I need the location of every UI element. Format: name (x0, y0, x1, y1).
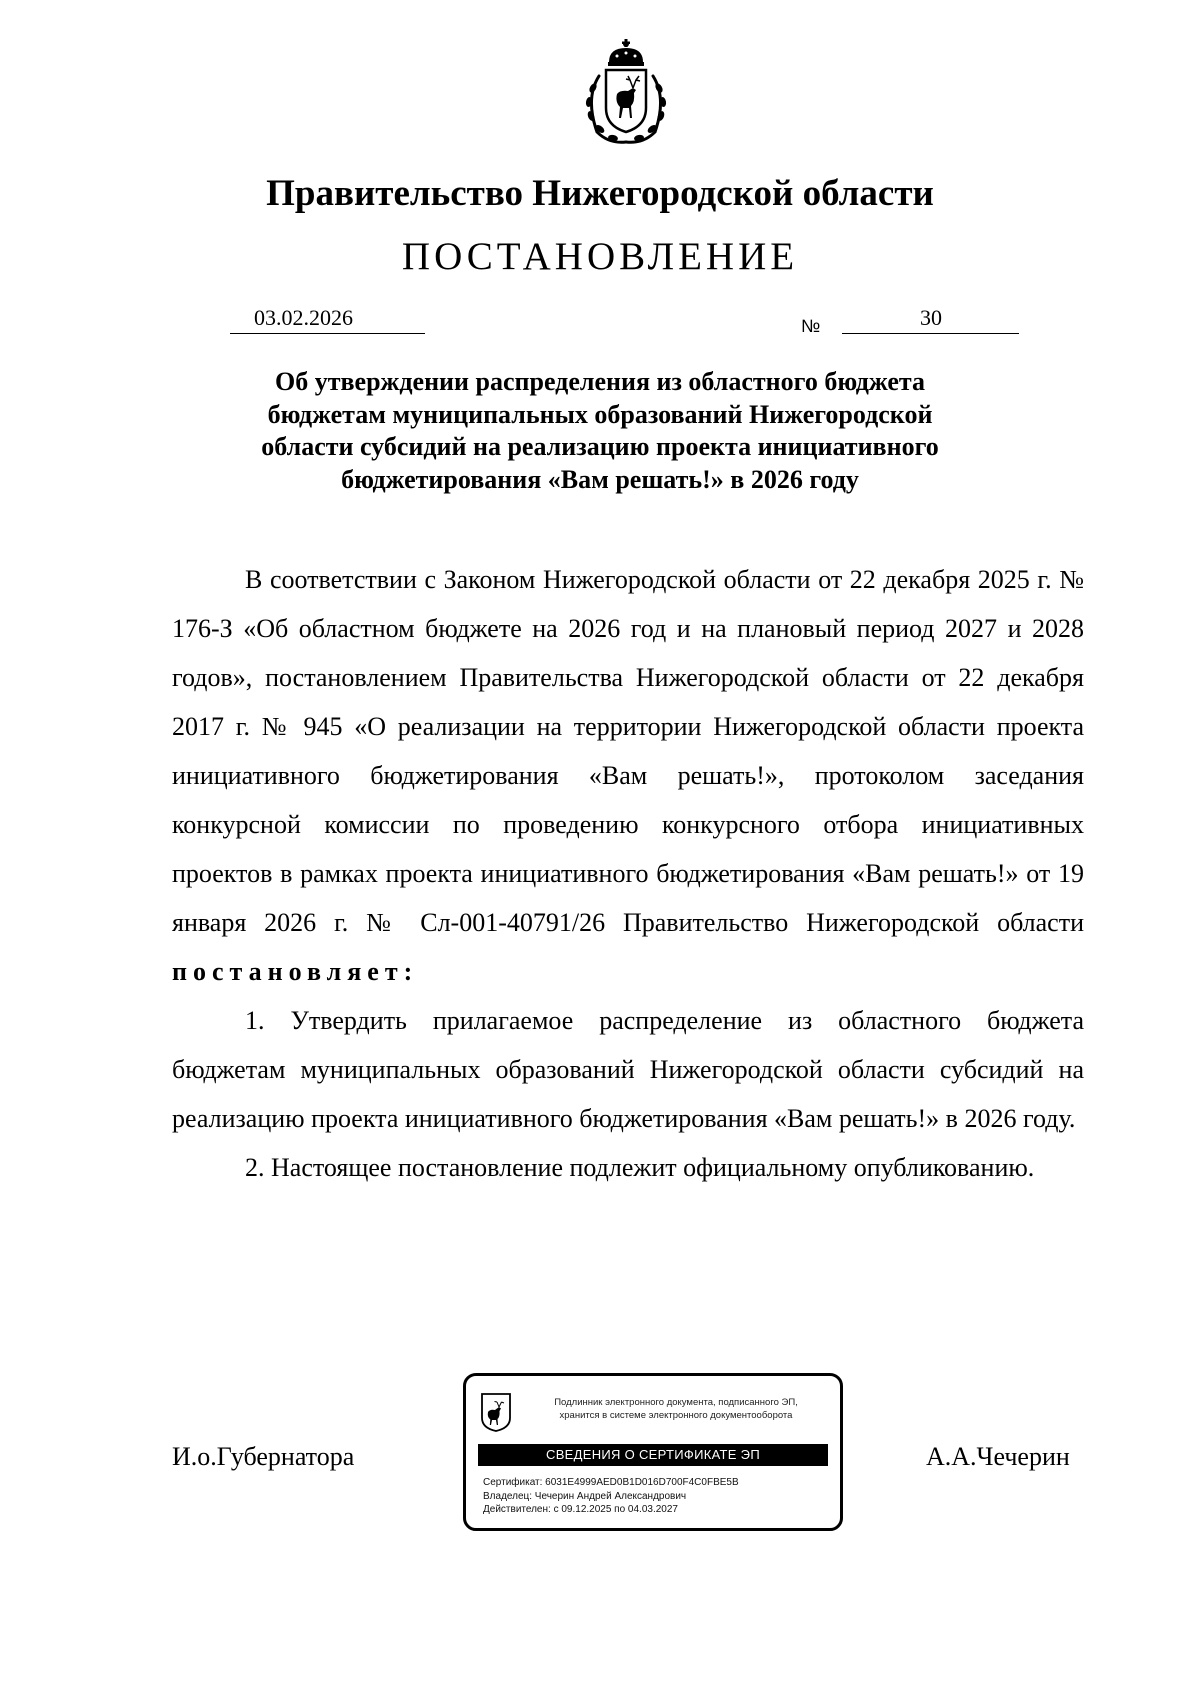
certificate-validity: Действителен: с 09.12.2025 по 04.03.2027 (483, 1504, 678, 1515)
certificate-details (483, 1476, 739, 1517)
document-subject (200, 366, 1000, 496)
coat-of-arms-icon (573, 36, 679, 148)
electronic-signature-stamp (463, 1373, 843, 1531)
document-body (172, 555, 1084, 1192)
signer-position: И.о.Губернатора (172, 1442, 355, 1471)
preamble-text: В соответствии с Законом Нижегородской области от 22 декабря 2025 г. № 176-З «Об областном бюджете на 2026 год и на плановый период 2027 и 2028 годов», постановлением Правительства Нижегородской области от 22 декабря 2017 г. № 945 «О реализации на территории Нижегородской области проекта инициативного бюджетирования «Вам решать!», протоколом заседания конкурсной комиссии по проведению конкурсного отбора инициативных проектов в рамках проекта инициативного бюджетирования «Вам решать!» от 19 января 2026 г. № Сл-001-40791/26 Правительство Нижегородской области (172, 565, 1084, 937)
subject-line: бюджетам муниципальных образований Нижегородской (267, 399, 933, 429)
organization-title: Правительство Нижегородской области (266, 173, 934, 214)
date-underline (230, 333, 425, 334)
preamble-paragraph (172, 555, 1084, 996)
document-date: 03.02.2026 (254, 305, 353, 330)
number-sign: № (801, 316, 821, 336)
certificate-serial: Сертификат: 6031E4999AED0B1D016D700F4C0FBE5B (483, 1477, 739, 1488)
subject-line: области субсидий на реализацию проекта инициативного (261, 432, 939, 461)
certificate-owner: Владелец: Чечерин Андрей Александрович (483, 1490, 687, 1502)
document-type: ПОСТАНОВЛЕНИЕ (401, 235, 799, 278)
certificate-header-bar: СВЕДЕНИЯ О СЕРТИФИКАТЕ ЭП (478, 1444, 828, 1466)
stamp-note-line: Подлинник электронного документа, подписанного ЭП, (554, 1397, 798, 1408)
subject-line: Об утверждении распределения из областного бюджета (275, 367, 925, 396)
resolves-word: постановляет: (172, 957, 419, 986)
stamp-note (526, 1396, 826, 1422)
item-1-paragraph: 1. Утвердить прилагаемое распределение из областного бюджета бюджетам муниципальных образований Нижегородской области субсидий на реализацию проекта инициативного бюджетирования «Вам решать!» в 2026 году. (172, 1006, 1084, 1133)
number-underline (842, 333, 1019, 334)
deer-emblem-icon (480, 1392, 512, 1432)
document-number: 30 (920, 305, 942, 330)
stamp-note-line: хранится в системе электронного документооборота (559, 1410, 793, 1421)
signer-name: А.А.Чечерин (926, 1442, 1070, 1471)
subject-line: бюджетирования «Вам решать!» в 2026 году (341, 464, 859, 494)
item-2-paragraph: 2. Настоящее постановление подлежит официальному опубликованию. (245, 1153, 1035, 1182)
